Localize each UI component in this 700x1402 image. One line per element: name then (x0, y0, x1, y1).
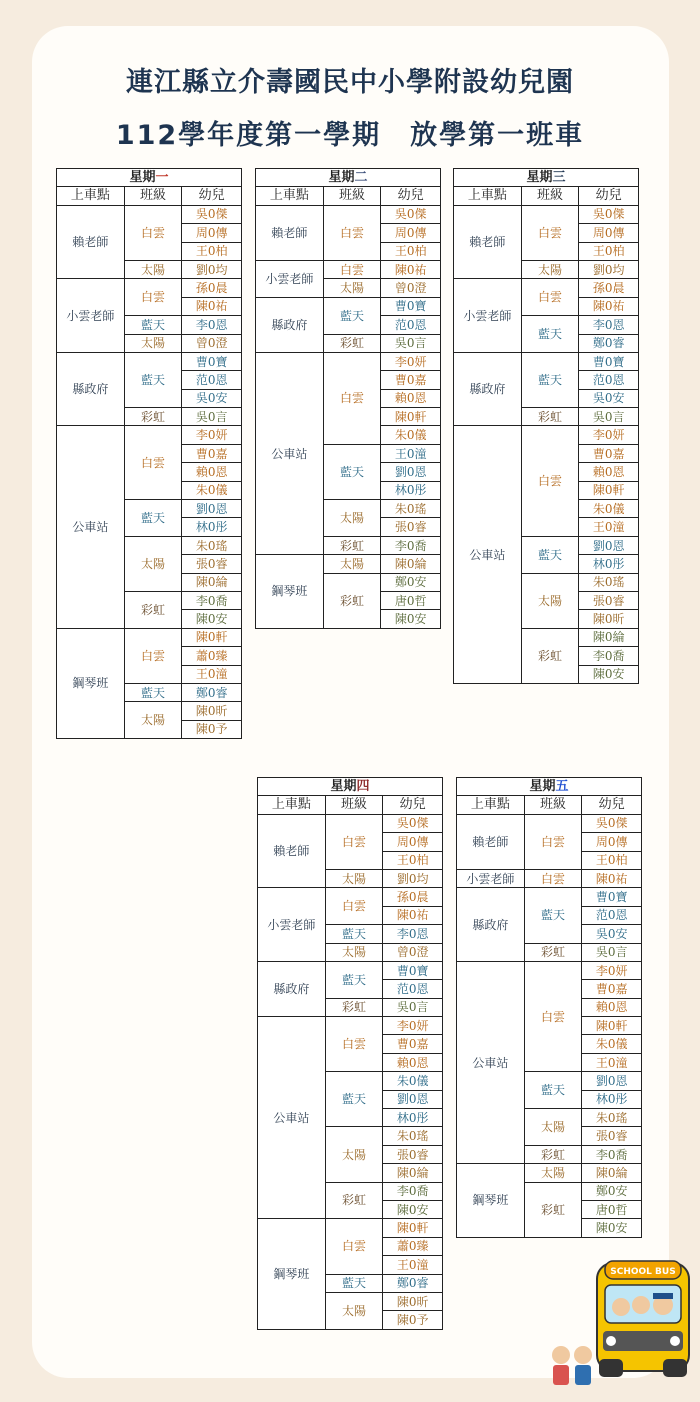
stop-cell: 小雲老師 (258, 888, 326, 962)
day-title (454, 169, 639, 187)
child-cell: 陳0祐 (383, 906, 443, 924)
child-cell: 陳0昕 (383, 1292, 443, 1310)
child-cell: 曹0嘉 (579, 444, 639, 462)
child-face-icon (612, 1298, 630, 1316)
table-row (454, 205, 639, 223)
class-cell: 彩虹 (524, 1182, 582, 1237)
class-cell: 白雲 (124, 628, 182, 683)
child-cell: 曾0澄 (182, 334, 242, 352)
day-prefix: 星期 (526, 169, 553, 185)
child-cell: 王0柏 (383, 851, 443, 869)
class-cell: 太陽 (521, 260, 579, 278)
child-face-icon (632, 1296, 650, 1314)
table-row (457, 961, 642, 979)
day-title-row (454, 169, 639, 187)
stop-cell: 賴老師 (256, 205, 324, 260)
child-cell: 張0睿 (381, 518, 441, 536)
stop-cell: 賴老師 (57, 205, 125, 279)
page-subtitle: 112學年度第一學期 放學第一班車 (115, 120, 585, 151)
class-cell: 彩虹 (524, 1145, 582, 1163)
child-cell: 賴0恩 (582, 998, 642, 1016)
child-cell: 陳0安 (383, 1200, 443, 1218)
class-cell: 太陽 (524, 1109, 582, 1146)
child-cell: 吳0安 (582, 925, 642, 943)
class-cell: 太陽 (325, 1127, 383, 1182)
column-header: 班級 (521, 187, 579, 205)
column-header-row (256, 187, 441, 205)
stop-cell: 公車站 (256, 352, 324, 554)
stop-cell: 公車站 (258, 1017, 326, 1219)
child-cell: 陳0安 (182, 610, 242, 628)
headlight-icon (670, 1336, 680, 1346)
schedule-table-wednesday (453, 168, 639, 684)
class-cell: 白雲 (521, 205, 579, 260)
child-cell: 張0睿 (579, 591, 639, 609)
child-cell: 劉0恩 (579, 536, 639, 554)
table-row (457, 814, 642, 832)
child-cell: 賴0恩 (182, 463, 242, 481)
column-header: 上車點 (256, 187, 324, 205)
class-cell: 彩虹 (323, 573, 381, 628)
child-cell: 李0恩 (383, 925, 443, 943)
column-header: 上車點 (454, 187, 522, 205)
child-cell: 曾0澄 (383, 943, 443, 961)
child-cell: 孫0晨 (182, 279, 242, 297)
class-cell: 白雲 (524, 869, 582, 887)
table-row (256, 297, 441, 315)
child-cell: 陳0安 (381, 610, 441, 628)
class-cell: 藍天 (325, 961, 383, 998)
wheel-icon (599, 1359, 623, 1377)
child-cell: 李0妍 (582, 961, 642, 979)
child-cell: 吳0安 (182, 389, 242, 407)
day-title (258, 778, 443, 796)
child-cell: 吳0傑 (383, 814, 443, 832)
class-cell: 彩虹 (323, 334, 381, 352)
schedule-table-friday (456, 777, 642, 1238)
class-cell: 太陽 (323, 555, 381, 573)
class-cell: 藍天 (325, 925, 383, 943)
class-cell: 白雲 (524, 814, 582, 869)
column-header-row (57, 187, 242, 205)
column-header: 上車點 (457, 796, 525, 814)
table-row (57, 628, 242, 646)
child-cell: 吳0言 (381, 334, 441, 352)
child-cell: 陳0祐 (381, 260, 441, 278)
child-cell: 陳0祐 (582, 869, 642, 887)
class-cell: 白雲 (325, 888, 383, 925)
child-cell: 周0傳 (582, 833, 642, 851)
child-cell: 劉0恩 (182, 500, 242, 518)
child-figure-icon (575, 1365, 591, 1385)
class-cell: 白雲 (323, 205, 381, 260)
column-header: 班級 (524, 796, 582, 814)
stop-cell: 公車站 (454, 426, 522, 683)
child-cell: 李0妍 (579, 426, 639, 444)
class-cell: 藍天 (124, 316, 182, 334)
day-title-row (457, 778, 642, 796)
class-cell: 白雲 (124, 279, 182, 316)
table-row (256, 205, 441, 223)
class-cell: 白雲 (524, 961, 582, 1071)
table-row (457, 869, 642, 887)
child-cell: 陳0軒 (579, 481, 639, 499)
child-cell: 蕭0臻 (383, 1237, 443, 1255)
child-cell: 朱0儀 (579, 500, 639, 518)
table-row (57, 352, 242, 370)
column-header-row (258, 796, 443, 814)
child-cell: 李0恩 (182, 316, 242, 334)
class-cell: 藍天 (124, 352, 182, 407)
child-cell: 吳0言 (582, 943, 642, 961)
child-cell: 王0柏 (582, 851, 642, 869)
table-row (57, 205, 242, 223)
day-title-row (57, 169, 242, 187)
child-cell: 吳0傑 (582, 814, 642, 832)
schedule-table-thursday (257, 777, 443, 1330)
class-cell: 白雲 (325, 1219, 383, 1274)
child-cell: 王0潼 (579, 518, 639, 536)
class-cell: 白雲 (124, 205, 182, 260)
child-cell: 林0彤 (383, 1109, 443, 1127)
child-cell: 李0喬 (579, 647, 639, 665)
table-row (454, 279, 639, 297)
child-cell: 陳0軒 (381, 408, 441, 426)
child-cell: 陳0予 (383, 1311, 443, 1329)
table-row (258, 888, 443, 906)
class-cell: 白雲 (521, 279, 579, 316)
child-cell: 朱0儀 (383, 1072, 443, 1090)
class-cell: 太陽 (325, 943, 383, 961)
child-cell: 李0喬 (582, 1145, 642, 1163)
child-cell: 王0柏 (182, 242, 242, 260)
class-cell: 太陽 (521, 573, 579, 628)
stop-cell: 鋼琴班 (258, 1219, 326, 1329)
class-cell: 太陽 (124, 702, 182, 739)
child-cell: 林0彤 (182, 518, 242, 536)
stop-cell: 賴老師 (454, 205, 522, 279)
column-header: 班級 (323, 187, 381, 205)
child-cell: 唐0哲 (381, 591, 441, 609)
stop-cell: 縣政府 (57, 352, 125, 426)
child-cell: 吳0言 (182, 408, 242, 426)
child-cell: 陳0昕 (579, 610, 639, 628)
child-cell: 范0恩 (579, 371, 639, 389)
class-cell: 藍天 (124, 500, 182, 537)
day-prefix: 星期 (328, 169, 355, 185)
child-cell: 曹0寶 (579, 352, 639, 370)
child-cell: 陳0祐 (579, 297, 639, 315)
class-cell: 太陽 (325, 1292, 383, 1329)
class-cell: 藍天 (325, 1072, 383, 1127)
stop-cell: 鋼琴班 (57, 628, 125, 738)
stop-cell: 縣政府 (457, 888, 525, 962)
child-cell: 李0喬 (383, 1182, 443, 1200)
child-cell: 林0彤 (381, 481, 441, 499)
class-cell: 白雲 (323, 352, 381, 444)
day-prefix: 星期 (129, 169, 156, 185)
table-row (258, 1017, 443, 1035)
child-cell: 曹0寶 (383, 961, 443, 979)
child-cell: 朱0儀 (381, 426, 441, 444)
column-header: 幼兒 (579, 187, 639, 205)
child-cell: 朱0瑤 (582, 1109, 642, 1127)
class-cell: 彩虹 (325, 1182, 383, 1219)
child-cell: 王0潼 (582, 1053, 642, 1071)
class-cell: 太陽 (325, 869, 383, 887)
child-cell: 吳0言 (579, 408, 639, 426)
child-cell: 周0傳 (182, 224, 242, 242)
column-header: 班級 (325, 796, 383, 814)
child-cell: 李0喬 (182, 591, 242, 609)
child-cell: 張0睿 (383, 1145, 443, 1163)
page-title: 連江縣立介壽國民中小學附設幼兒園 (126, 67, 574, 98)
day-mark: 五 (555, 778, 569, 794)
child-cell: 蕭0臻 (182, 647, 242, 665)
child-cell: 鄭0睿 (579, 334, 639, 352)
child-cell: 陳0綸 (582, 1164, 642, 1182)
day-mark: 一 (155, 169, 169, 185)
driver-cap-icon (653, 1293, 673, 1299)
child-cell: 朱0瑤 (182, 536, 242, 554)
class-cell: 彩虹 (521, 408, 579, 426)
class-cell: 太陽 (124, 334, 182, 352)
child-cell: 劉0恩 (582, 1072, 642, 1090)
child-cell: 吳0傑 (381, 205, 441, 223)
child-cell: 李0妍 (381, 352, 441, 370)
class-cell: 藍天 (521, 352, 579, 407)
stop-cell: 小雲老師 (256, 260, 324, 297)
child-cell: 陳0軒 (182, 628, 242, 646)
child-cell: 曹0寶 (381, 297, 441, 315)
class-cell: 藍天 (323, 444, 381, 499)
column-header: 幼兒 (582, 796, 642, 814)
child-cell: 朱0儀 (182, 481, 242, 499)
child-cell: 賴0恩 (381, 389, 441, 407)
child-cell: 曾0澄 (381, 279, 441, 297)
schedule-table-monday (56, 168, 242, 739)
table-row (258, 961, 443, 979)
child-cell: 朱0瑤 (383, 1127, 443, 1145)
child-cell: 賴0恩 (383, 1053, 443, 1071)
child-cell: 陳0綸 (579, 628, 639, 646)
stop-cell: 公車站 (457, 961, 525, 1163)
child-cell: 曹0嘉 (182, 444, 242, 462)
child-cell: 周0傳 (381, 224, 441, 242)
column-header: 幼兒 (182, 187, 242, 205)
child-cell: 林0彤 (582, 1090, 642, 1108)
child-cell: 陳0安 (582, 1219, 642, 1237)
stop-cell: 鋼琴班 (256, 555, 324, 629)
table-row (57, 279, 242, 297)
child-cell: 陳0昕 (182, 702, 242, 720)
column-header: 幼兒 (381, 187, 441, 205)
column-header-row (457, 796, 642, 814)
stop-cell: 縣政府 (256, 297, 324, 352)
stop-cell: 公車站 (57, 426, 125, 628)
child-cell: 李0妍 (383, 1017, 443, 1035)
day-prefix: 星期 (330, 778, 357, 794)
day-title-row (258, 778, 443, 796)
child-cell: 陳0祐 (182, 297, 242, 315)
stop-cell: 賴老師 (457, 814, 525, 869)
column-header: 班級 (124, 187, 182, 205)
day-title (57, 169, 242, 187)
child-cell: 范0恩 (383, 980, 443, 998)
child-cell: 王0柏 (579, 242, 639, 260)
child-cell: 王0潼 (383, 1256, 443, 1274)
child-cell: 范0恩 (381, 316, 441, 334)
child-cell: 劉0均 (182, 260, 242, 278)
class-cell: 太陽 (323, 279, 381, 297)
table-row (256, 260, 441, 278)
class-cell: 太陽 (323, 500, 381, 537)
child-cell: 朱0瑤 (381, 500, 441, 518)
child-cell: 周0傳 (383, 833, 443, 851)
child-cell: 曹0嘉 (582, 980, 642, 998)
class-cell: 彩虹 (124, 591, 182, 628)
child-cell: 王0柏 (381, 242, 441, 260)
child-cell: 曹0嘉 (383, 1035, 443, 1053)
table-row (258, 1219, 443, 1237)
child-cell: 陳0綸 (381, 555, 441, 573)
column-header: 上車點 (57, 187, 125, 205)
table-row (57, 426, 242, 444)
child-cell: 李0喬 (381, 536, 441, 554)
child-cell: 賴0恩 (579, 463, 639, 481)
child-cell: 周0傳 (579, 224, 639, 242)
child-cell: 王0潼 (182, 665, 242, 683)
child-cell: 吳0安 (579, 389, 639, 407)
stop-cell: 小雲老師 (457, 869, 525, 887)
child-cell: 孫0晨 (383, 888, 443, 906)
class-cell: 太陽 (524, 1164, 582, 1182)
table-row (454, 426, 639, 444)
day-prefix: 星期 (529, 778, 556, 794)
child-cell: 陳0予 (182, 720, 242, 738)
child-cell: 鄭0睿 (383, 1274, 443, 1292)
child-cell: 鄭0安 (381, 573, 441, 591)
child-cell: 鄭0安 (582, 1182, 642, 1200)
column-header-row (454, 187, 639, 205)
day-title (256, 169, 441, 187)
class-cell: 藍天 (325, 1274, 383, 1292)
class-cell: 藍天 (521, 536, 579, 573)
child-cell: 唐0哲 (582, 1200, 642, 1218)
class-cell: 白雲 (521, 426, 579, 536)
stop-cell: 縣政府 (258, 961, 326, 1016)
class-cell: 藍天 (521, 316, 579, 353)
class-cell: 白雲 (325, 814, 383, 869)
child-figure-icon (552, 1346, 570, 1364)
column-header: 上車點 (258, 796, 326, 814)
child-cell: 范0恩 (182, 371, 242, 389)
school-bus-illustration (545, 1255, 697, 1395)
headlight-icon (606, 1336, 616, 1346)
child-figure-icon (574, 1346, 592, 1364)
child-cell: 孫0晨 (579, 279, 639, 297)
bus-sign-text: SCHOOL BUS (610, 1267, 676, 1277)
day-mark: 三 (552, 169, 566, 185)
child-cell: 朱0儀 (582, 1035, 642, 1053)
class-cell: 彩虹 (323, 536, 381, 554)
class-cell: 彩虹 (521, 628, 579, 683)
class-cell: 白雲 (325, 1017, 383, 1072)
table-row (457, 1164, 642, 1182)
class-cell: 太陽 (124, 536, 182, 591)
class-cell: 藍天 (323, 297, 381, 334)
stop-cell: 賴老師 (258, 814, 326, 888)
stop-cell: 小雲老師 (454, 279, 522, 353)
child-cell: 李0恩 (579, 316, 639, 334)
wheel-icon (663, 1359, 687, 1377)
column-header: 幼兒 (383, 796, 443, 814)
child-cell: 鄭0睿 (182, 683, 242, 701)
class-cell: 彩虹 (124, 408, 182, 426)
table-row (258, 814, 443, 832)
child-cell: 王0潼 (381, 444, 441, 462)
class-cell: 白雲 (124, 426, 182, 500)
stop-cell: 縣政府 (454, 352, 522, 426)
child-cell: 陳0綸 (383, 1164, 443, 1182)
child-cell: 陳0軒 (383, 1219, 443, 1237)
child-cell: 劉0均 (579, 260, 639, 278)
class-cell: 彩虹 (524, 943, 582, 961)
child-cell: 張0睿 (582, 1127, 642, 1145)
child-cell: 曹0寶 (182, 352, 242, 370)
class-cell: 藍天 (124, 683, 182, 701)
class-cell: 藍天 (524, 1072, 582, 1109)
class-cell: 白雲 (323, 260, 381, 278)
table-row (256, 352, 441, 370)
child-cell: 吳0傑 (579, 205, 639, 223)
day-mark: 二 (354, 169, 368, 185)
day-title-row (256, 169, 441, 187)
class-cell: 藍天 (524, 888, 582, 943)
child-cell: 劉0均 (383, 869, 443, 887)
child-cell: 曹0寶 (582, 888, 642, 906)
day-title (457, 778, 642, 796)
child-cell: 劉0恩 (381, 463, 441, 481)
day-mark: 四 (356, 778, 370, 794)
child-cell: 林0彤 (579, 555, 639, 573)
class-cell: 彩虹 (325, 998, 383, 1016)
child-cell: 張0睿 (182, 555, 242, 573)
table-row (256, 555, 441, 573)
child-cell: 劉0恩 (383, 1090, 443, 1108)
child-cell: 朱0瑤 (579, 573, 639, 591)
table-row (457, 888, 642, 906)
stop-cell: 小雲老師 (57, 279, 125, 353)
child-cell: 吳0言 (383, 998, 443, 1016)
child-cell: 范0恩 (582, 906, 642, 924)
class-cell: 太陽 (124, 260, 182, 278)
schedule-table-tuesday (255, 168, 441, 629)
child-cell: 陳0安 (579, 665, 639, 683)
child-cell: 陳0軒 (582, 1017, 642, 1035)
child-cell: 李0妍 (182, 426, 242, 444)
child-cell: 吳0傑 (182, 205, 242, 223)
child-figure-icon (553, 1365, 569, 1385)
child-cell: 曹0嘉 (381, 371, 441, 389)
stop-cell: 鋼琴班 (457, 1164, 525, 1238)
table-row (454, 352, 639, 370)
child-cell: 陳0綸 (182, 573, 242, 591)
